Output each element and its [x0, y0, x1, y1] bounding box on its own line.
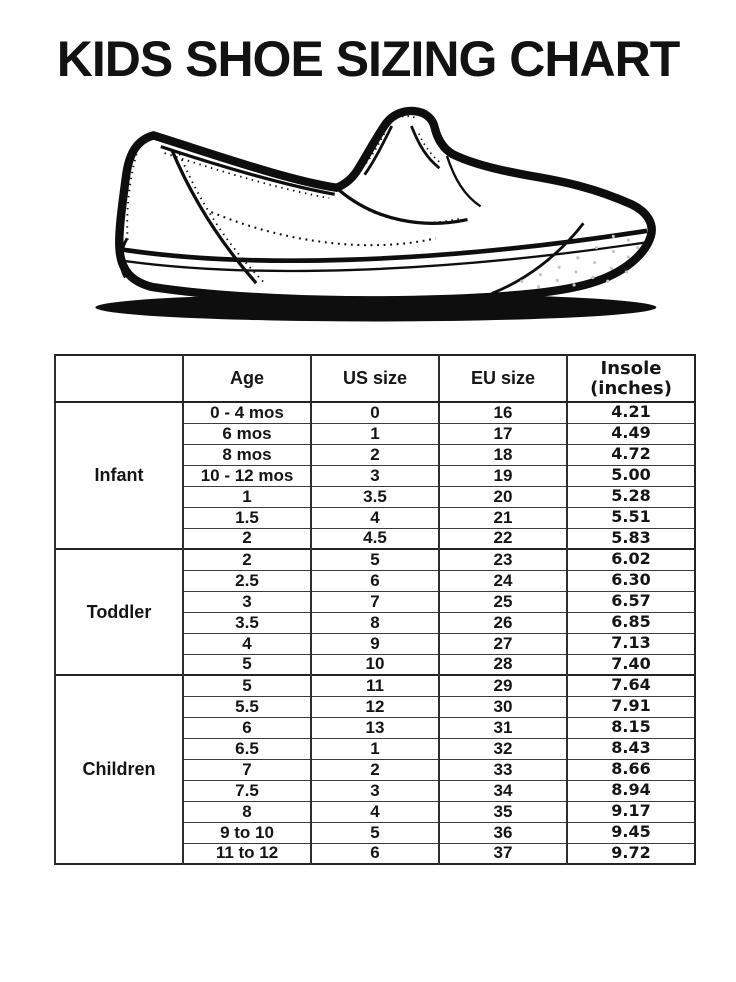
age-cell: 0 - 4 mos	[183, 402, 311, 423]
insole-cell: 7.13	[567, 633, 695, 654]
eu-size-cell: 28	[439, 654, 567, 675]
insole-cell: 7.91	[567, 696, 695, 717]
us-size-cell: 2	[311, 759, 439, 780]
age-cell: 10 - 12 mos	[183, 465, 311, 486]
insole-cell: 6.30	[567, 570, 695, 591]
age-cell: 3.5	[183, 612, 311, 633]
eu-size-cell: 34	[439, 780, 567, 801]
table-row	[55, 675, 695, 696]
insole-cell: 9.17	[567, 801, 695, 822]
insole-cell: 7.64	[567, 675, 695, 696]
us-size-cell: 8	[311, 612, 439, 633]
size-table-body	[55, 402, 695, 864]
us-size-cell: 11	[311, 675, 439, 696]
age-header: Age	[183, 355, 311, 402]
eu-size-cell: 37	[439, 843, 567, 864]
eu-size-cell: 21	[439, 507, 567, 528]
insole-cell: 5.28	[567, 486, 695, 507]
age-cell: 5	[183, 654, 311, 675]
insole-cell: 6.57	[567, 591, 695, 612]
group-label-children: Children	[55, 675, 183, 864]
insole-cell: 7.40	[567, 654, 695, 675]
insole-cell: 5.00	[567, 465, 695, 486]
age-cell: 11 to 12	[183, 843, 311, 864]
insole-cell: 4.21	[567, 402, 695, 423]
age-cell: 5	[183, 675, 311, 696]
eu-size-cell: 35	[439, 801, 567, 822]
group-label-infant: Infant	[55, 402, 183, 549]
age-cell: 8 mos	[183, 444, 311, 465]
eu-size-cell: 18	[439, 444, 567, 465]
eu-size-cell: 25	[439, 591, 567, 612]
us-size-cell: 5	[311, 549, 439, 570]
us-size-cell: 10	[311, 654, 439, 675]
insole-cell: 6.85	[567, 612, 695, 633]
age-cell: 4	[183, 633, 311, 654]
us-size-cell: 6	[311, 570, 439, 591]
age-cell: 3	[183, 591, 311, 612]
us-size-cell: 4	[311, 801, 439, 822]
insole-header-line1: Insole	[600, 358, 662, 380]
age-cell: 7	[183, 759, 311, 780]
eu-size-cell: 19	[439, 465, 567, 486]
eu-size-cell: 33	[439, 759, 567, 780]
age-cell: 2.5	[183, 570, 311, 591]
eu-size-cell: 26	[439, 612, 567, 633]
eu-size-header: EU size	[439, 355, 567, 402]
us-size-cell: 4	[311, 507, 439, 528]
insole-cell: 9.45	[567, 822, 695, 843]
eu-size-cell: 20	[439, 486, 567, 507]
shoe-illustration	[74, 98, 674, 328]
age-cell: 7.5	[183, 780, 311, 801]
us-size-cell: 3	[311, 780, 439, 801]
us-size-cell: 5	[311, 822, 439, 843]
eu-size-cell: 23	[439, 549, 567, 570]
age-cell: 9 to 10	[183, 822, 311, 843]
insole-cell: 4.72	[567, 444, 695, 465]
insole-cell: 9.72	[567, 843, 695, 864]
insole-header-line2: (inches)	[590, 377, 672, 399]
age-cell: 1.5	[183, 507, 311, 528]
group-label-toddler: Toddler	[55, 549, 183, 675]
eu-size-cell: 24	[439, 570, 567, 591]
us-size-cell: 3.5	[311, 486, 439, 507]
insole-cell: 4.49	[567, 423, 695, 444]
us-size-cell: 12	[311, 696, 439, 717]
us-size-cell: 7	[311, 591, 439, 612]
table-row	[55, 402, 695, 423]
eu-size-cell: 27	[439, 633, 567, 654]
age-cell: 8	[183, 801, 311, 822]
insole-cell: 5.51	[567, 507, 695, 528]
age-cell: 2	[183, 549, 311, 570]
insole-cell: 8.66	[567, 759, 695, 780]
table-row	[55, 549, 695, 570]
us-size-cell: 1	[311, 423, 439, 444]
corner-cell	[55, 355, 183, 402]
us-size-header: US size	[311, 355, 439, 402]
us-size-cell: 9	[311, 633, 439, 654]
us-size-cell: 1	[311, 738, 439, 759]
insole-cell: 8.43	[567, 738, 695, 759]
age-cell: 6.5	[183, 738, 311, 759]
eu-size-cell: 32	[439, 738, 567, 759]
us-size-cell: 6	[311, 843, 439, 864]
insole-cell: 8.94	[567, 780, 695, 801]
insole-header	[567, 355, 695, 402]
eu-size-cell: 22	[439, 528, 567, 549]
eu-size-cell: 30	[439, 696, 567, 717]
us-size-cell: 13	[311, 717, 439, 738]
page-title: KIDS SHOE SIZING CHART	[56, 31, 680, 87]
age-cell: 1	[183, 486, 311, 507]
eu-size-cell: 31	[439, 717, 567, 738]
age-cell: 6	[183, 717, 311, 738]
us-size-cell: 2	[311, 444, 439, 465]
eu-size-cell: 17	[439, 423, 567, 444]
eu-size-cell: 16	[439, 402, 567, 423]
header-row	[55, 355, 695, 402]
age-cell: 6 mos	[183, 423, 311, 444]
us-size-cell: 0	[311, 402, 439, 423]
eu-size-cell: 29	[439, 675, 567, 696]
size-table	[54, 354, 696, 865]
insole-cell: 8.15	[567, 717, 695, 738]
us-size-cell: 3	[311, 465, 439, 486]
age-cell: 5.5	[183, 696, 311, 717]
eu-size-cell: 36	[439, 822, 567, 843]
slip-on-shoe-icon	[74, 98, 674, 328]
age-cell: 2	[183, 528, 311, 549]
us-size-cell: 4.5	[311, 528, 439, 549]
insole-cell: 6.02	[567, 549, 695, 570]
insole-cell: 5.83	[567, 528, 695, 549]
